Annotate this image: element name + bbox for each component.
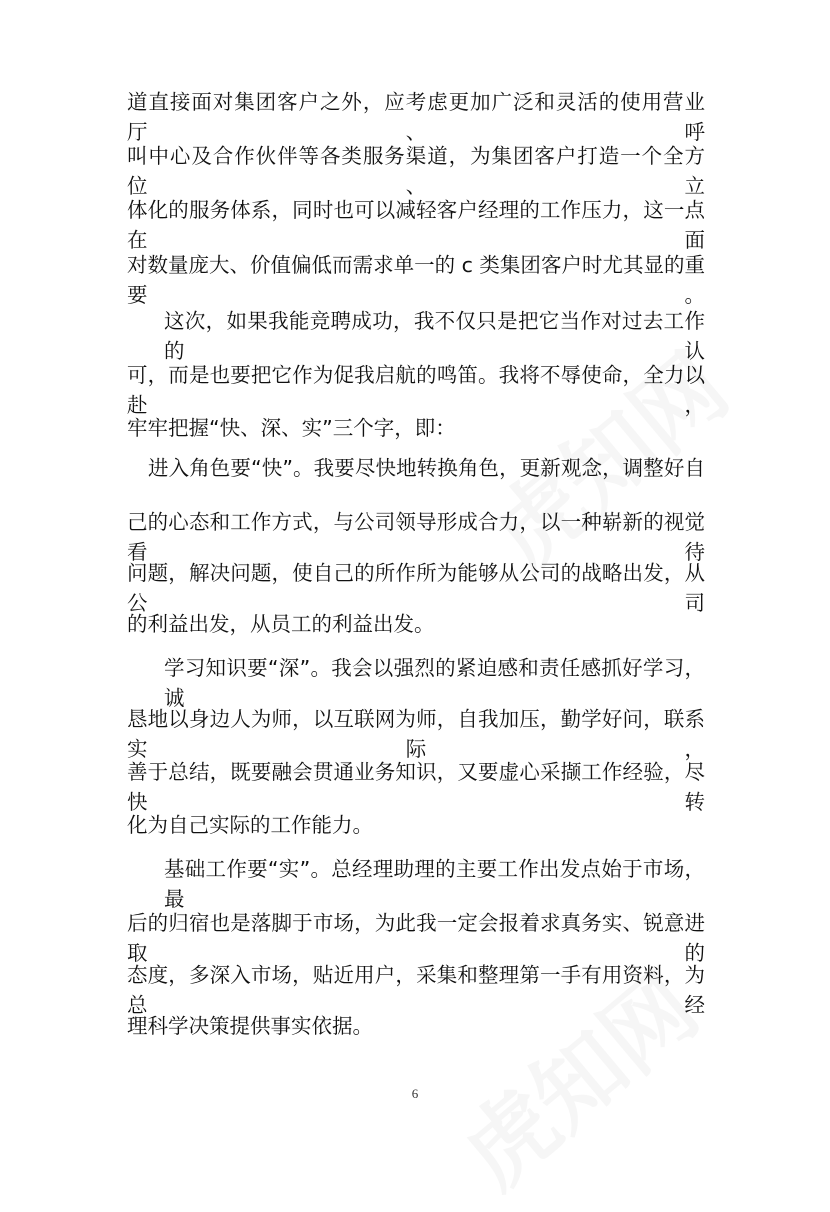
paragraph-start: 学习知识要“深”。我会以强烈的紧迫感和责任感抓好学习，诚	[164, 656, 705, 710]
paragraph-start: 基础工作要“实”。总经理助理的主要工作出发点始于市场，最	[164, 857, 705, 911]
page-number: 6	[411, 1086, 419, 1101]
text-line: 化为自己实际的工作能力。	[127, 813, 373, 837]
text-line: 善于总结，既要融会贯通业务知识，又要虚心采撷工作经验，尽快转	[127, 760, 705, 814]
text-line: 叫中心及合作伙伴等各类服务渠道，为集团客户打造一个全方位、立	[127, 144, 705, 198]
text-line: 道直接面对集团客户之外，应考虑更加广泛和灵活的使用营业厅、呼	[127, 90, 705, 144]
text-line: 态度，多深入市场，贴近用户，采集和整理第一手有用资料，为总经	[127, 963, 705, 1017]
text-line: 可，而是也要把它作为促我启航的鸣笛。我将不辱使命，全力以赴，	[127, 363, 705, 417]
text-line: 体化的服务体系，同时也可以减轻客户经理的工作压力，这一点在面	[127, 198, 705, 252]
text-line: 问题，解决问题，使自己的所作所为能够从公司的战略出发，从公司	[127, 561, 705, 615]
text-line: 恳地以身边人为师，以互联网为师，自我加压，勤学好问，联系实际，	[127, 707, 705, 761]
text-line: 牢牢把握“快、深、实”三个字，即：	[127, 416, 456, 440]
paragraph-start: 这次，如果我能竞聘成功，我不仅只是把它当作对过去工作的认	[164, 309, 705, 363]
text-line: 后的归宿也是落脚于市场，为此我一定会报着求真务实、锐意进取的	[127, 911, 705, 965]
text-line: 理科学决策提供事实依据。	[127, 1014, 373, 1038]
text-line: 己的心态和工作方式，与公司领导形成合力，以一种崭新的视觉看待	[127, 510, 705, 564]
text-line: 对数量庞大、价值偏低而需求单一的 c 类集团客户时尤其显的重要。	[127, 253, 705, 307]
text-line: 的利益出发，从员工的利益出发。	[127, 612, 435, 636]
paragraph-start: 进入角色要“快”。我要尽快地转换角色，更新观念，调整好自	[148, 456, 705, 480]
